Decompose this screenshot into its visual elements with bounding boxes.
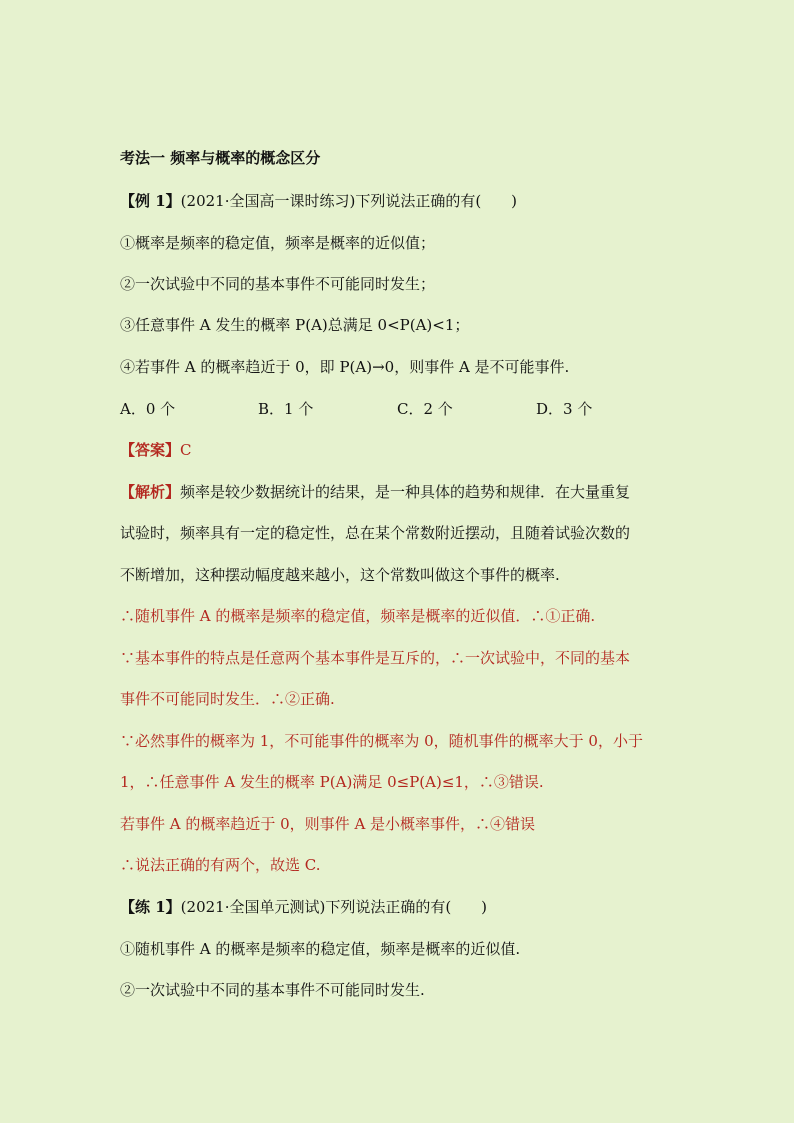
example-1-statement-1: ①概率是频率的稳定值，频率是概率的近似值；: [120, 234, 436, 252]
practice-1-stem: (2021·全国单元测试)下列说法正确的有( ): [180, 898, 488, 916]
example-1-question: [120, 191, 517, 211]
analysis-line-3: 不断增加，这种摆动幅度越来越小，这个常数叫做这个事件的概率.: [120, 566, 560, 584]
analysis-tag: 【解析】: [120, 483, 181, 501]
practice-1-tag: 【练 1】: [120, 898, 181, 916]
example-1-stem: (2021·全国高一课时练习)下列说法正确的有( ): [180, 192, 518, 210]
analysis-red-line-1: ∴随机事件 A 的概率是频率的稳定值，频率是概率的近似值．∴①正确.: [120, 607, 596, 625]
section-title: 考法一 频率与概率的概念区分: [120, 149, 321, 167]
example-1-tag: 【例 1】: [120, 192, 181, 210]
answer-line: [120, 440, 192, 460]
analysis-line-1: [120, 482, 630, 502]
analysis-red-line-6: 若事件 A 的概率趋近于 0，则事件 A 是小概率事件，∴④错误: [120, 815, 536, 833]
analysis-red-line-2: ∵基本事件的特点是任意两个基本事件是互斥的，∴一次试验中，不同的基本: [120, 649, 631, 667]
option-d: D．3 个: [536, 400, 593, 418]
answer-value: C: [180, 441, 192, 459]
analysis-red-line-7: ∴说法正确的有两个，故选 C.: [120, 856, 321, 874]
analysis-line-2: 试验时，频率具有一定的稳定性，总在某个常数附近摆动，且随着试验次数的: [120, 524, 631, 542]
option-a: A．0 个: [120, 400, 176, 418]
example-1-statement-4: ④若事件 A 的概率趋近于 0，即 P(A)→0，则事件 A 是不可能事件.: [120, 358, 570, 376]
option-b: B．1 个: [258, 400, 314, 418]
example-1-statement-3: ③任意事件 A 发生的概率 P(A)总满足 0<P(A)<1；: [120, 316, 470, 334]
option-c: C．2 个: [397, 400, 453, 418]
answer-tag: 【答案】: [120, 441, 181, 459]
practice-1-question: [120, 897, 487, 917]
practice-1-statement-2: ②一次试验中不同的基本事件不可能同时发生.: [120, 981, 425, 999]
analysis-text-1: 频率是较少数据统计的结果，是一种具体的趋势和规律．在大量重复: [180, 483, 631, 501]
analysis-red-line-5: 1，∴任意事件 A 发生的概率 P(A)满足 0≤P(A)≤1，∴③错误.: [120, 773, 544, 791]
analysis-red-line-4: ∵必然事件的概率为 1，不可能事件的概率为 0，随机事件的概率大于 0，小于: [120, 732, 643, 750]
practice-1-statement-1: ①随机事件 A 的概率是频率的稳定值，频率是概率的近似值.: [120, 940, 521, 958]
analysis-red-line-3: 事件不可能同时发生．∴②正确.: [120, 690, 335, 708]
example-1-statement-2: ②一次试验中不同的基本事件不可能同时发生；: [120, 275, 436, 293]
